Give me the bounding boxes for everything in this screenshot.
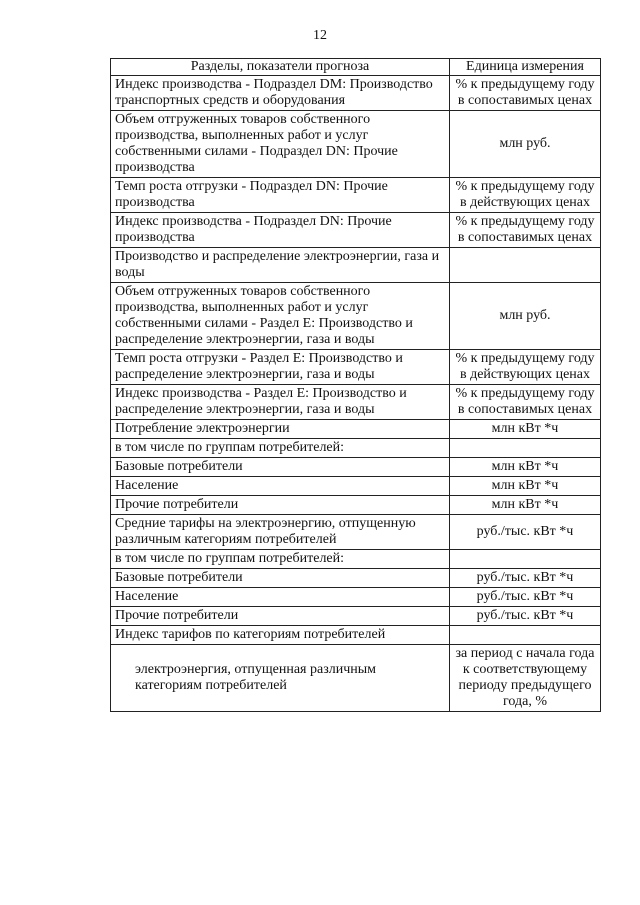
unit-cell xyxy=(450,248,601,283)
indicator-cell: Потребление электроэнергии xyxy=(111,420,450,439)
unit-cell xyxy=(450,439,601,458)
table-row xyxy=(111,588,601,607)
table-row xyxy=(111,283,601,350)
indicator-cell: Индекс тарифов по категориям потребителей xyxy=(111,626,450,645)
table-row xyxy=(111,385,601,420)
indicator-cell: Население xyxy=(111,588,450,607)
table-row xyxy=(111,420,601,439)
table-row xyxy=(111,515,601,550)
indicator-cell: Население xyxy=(111,477,450,496)
unit-cell: млн кВт *ч xyxy=(450,496,601,515)
unit-cell: руб./тыс. кВт *ч xyxy=(450,515,601,550)
table-row xyxy=(111,477,601,496)
indicator-cell: Объем отгруженных товаров собственного производства, выполненных работ и услуг собственными силами - Подраздел DN: Прочие производства xyxy=(111,111,450,178)
table-row xyxy=(111,350,601,385)
unit-cell: руб./тыс. кВт *ч xyxy=(450,607,601,626)
indicator-cell: Производство и распределение электроэнергии, газа и воды xyxy=(111,248,450,283)
unit-cell: % к предыдущему году в сопоставимых ценах xyxy=(450,385,601,420)
table-row xyxy=(111,569,601,588)
indicator-cell: Индекс производства - Подраздел DN: Прочие производства xyxy=(111,213,450,248)
unit-cell: млн кВт *ч xyxy=(450,420,601,439)
table-row xyxy=(111,550,601,569)
unit-cell: за период с начала года к соответствующему периоду предыдущего года, % xyxy=(450,645,601,712)
unit-cell xyxy=(450,626,601,645)
indicator-cell: в том числе по группам потребителей: xyxy=(111,550,450,569)
table-header-row xyxy=(111,59,601,76)
unit-cell: млн руб. xyxy=(450,283,601,350)
indicator-cell: Базовые потребители xyxy=(111,569,450,588)
table-row xyxy=(111,439,601,458)
unit-cell: млн кВт *ч xyxy=(450,477,601,496)
indicator-cell: Темп роста отгрузки - Подраздел DN: Прочие производства xyxy=(111,178,450,213)
unit-cell: % к предыдущему году в действующих ценах xyxy=(450,178,601,213)
unit-cell: млн кВт *ч xyxy=(450,458,601,477)
indicator-cell: в том числе по группам потребителей: xyxy=(111,439,450,458)
table-row xyxy=(111,607,601,626)
unit-cell: млн руб. xyxy=(450,111,601,178)
forecast-indicators-table xyxy=(110,58,601,712)
indicator-cell: Темп роста отгрузки - Раздел Е: Производство и распределение электроэнергии, газа и воды xyxy=(111,350,450,385)
table-row xyxy=(111,496,601,515)
indicator-cell: Объем отгруженных товаров собственного производства, выполненных работ и услуг собственными силами - Раздел Е: Производство и распределение электроэнергии, газа и воды xyxy=(111,283,450,350)
indicator-cell: Прочие потребители xyxy=(111,496,450,515)
table-row xyxy=(111,213,601,248)
unit-cell: руб./тыс. кВт *ч xyxy=(450,588,601,607)
table-row xyxy=(111,645,601,712)
unit-cell: % к предыдущему году в сопоставимых ценах xyxy=(450,76,601,111)
unit-cell xyxy=(450,550,601,569)
page-number: 12 xyxy=(313,28,327,43)
column-header-unit: Единица измерения xyxy=(450,59,601,76)
indicator-cell: Прочие потребители xyxy=(111,607,450,626)
table-row xyxy=(111,458,601,477)
indicator-cell: Индекс производства - Раздел Е: Производство и распределение электроэнергии, газа и воды xyxy=(111,385,450,420)
indicator-cell: Базовые потребители xyxy=(111,458,450,477)
unit-cell: % к предыдущему году в сопоставимых ценах xyxy=(450,213,601,248)
table-row xyxy=(111,111,601,178)
table-row xyxy=(111,248,601,283)
indicator-cell: Индекс производства - Подраздел DM: Производство транспортных средств и оборудования xyxy=(111,76,450,111)
table-row xyxy=(111,626,601,645)
table-row xyxy=(111,178,601,213)
unit-cell: руб./тыс. кВт *ч xyxy=(450,569,601,588)
table-row xyxy=(111,76,601,111)
indicator-cell: электроэнергия, отпущенная различным категориям потребителей xyxy=(111,645,450,712)
indicator-cell: Средние тарифы на электроэнергию, отпущенную различным категориям потребителей xyxy=(111,515,450,550)
column-header-indicators: Разделы, показатели прогноза xyxy=(111,59,450,76)
unit-cell: % к предыдущему году в действующих ценах xyxy=(450,350,601,385)
